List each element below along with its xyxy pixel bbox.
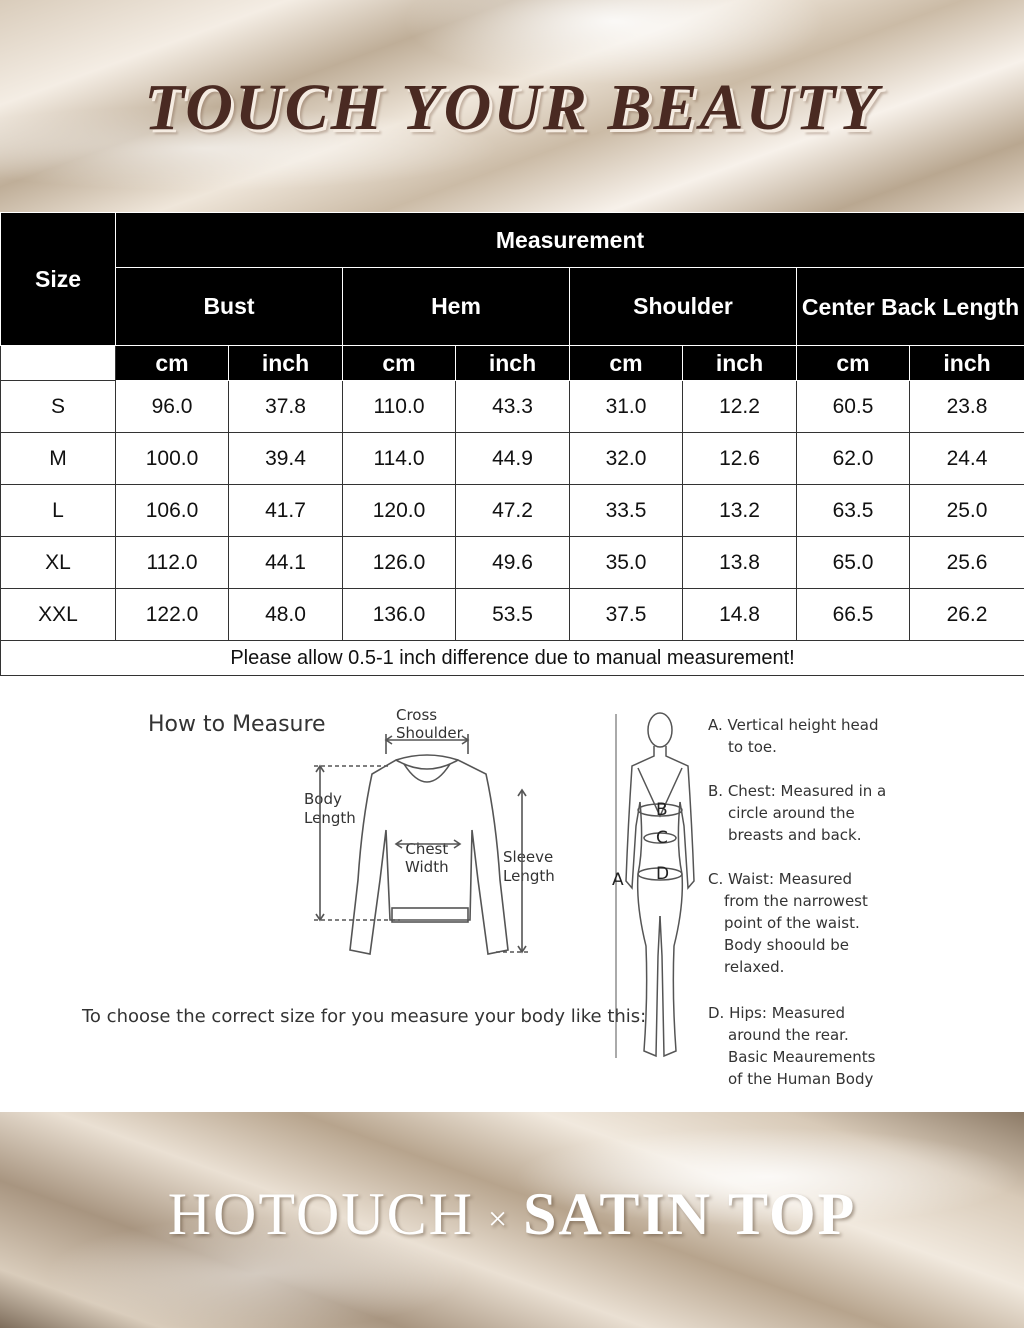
legend-line: Basic Meaurements xyxy=(728,1048,876,1066)
marker-c: C xyxy=(656,828,668,848)
group-header-center-back-length: Center Back Length xyxy=(797,268,1024,346)
headline: TOUCH YOUR BEAUTY xyxy=(144,71,880,144)
table-cell: 136.0 xyxy=(343,589,456,641)
legend-line: B. Chest: Measured in a xyxy=(708,782,887,800)
table-cell: 37.5 xyxy=(570,589,683,641)
legend-a xyxy=(708,714,878,758)
legend-line: A. Vertical height head xyxy=(708,716,879,734)
body-figure xyxy=(610,706,710,1076)
table-row xyxy=(1,433,1024,485)
table-cell: 49.6 xyxy=(456,537,570,589)
table-cell: 39.4 xyxy=(229,433,343,485)
table-cell: 25.0 xyxy=(910,485,1024,537)
table-cell: 122.0 xyxy=(116,589,229,641)
table-cell: 126.0 xyxy=(343,537,456,589)
measure-instruction: To choose the correct size for you measure your body like this: xyxy=(82,1006,647,1027)
table-cell: 13.2 xyxy=(683,485,797,537)
table-cell: 12.6 xyxy=(683,433,797,485)
table-row xyxy=(1,589,1024,641)
unit-header: inch xyxy=(456,346,570,381)
table-cell: 37.8 xyxy=(229,381,343,433)
table-cell: 25.6 xyxy=(910,537,1024,589)
brand-name: HOTOUCH xyxy=(167,1181,474,1247)
legend-c xyxy=(708,868,868,978)
label-line: Width xyxy=(405,858,449,876)
legend-line: of the Human Body xyxy=(728,1070,874,1088)
note-row xyxy=(1,641,1024,676)
marker-a: A xyxy=(612,870,624,890)
table-row xyxy=(1,381,1024,433)
label-line: Sleeve xyxy=(503,848,554,866)
unit-header: inch xyxy=(910,346,1024,381)
size-cell: XL xyxy=(1,537,116,589)
legend-line: Body shoould be xyxy=(724,936,850,954)
table-cell: 53.5 xyxy=(456,589,570,641)
legend-line: breasts and back. xyxy=(728,826,862,844)
size-cell: S xyxy=(1,381,116,433)
table-cell: 106.0 xyxy=(116,485,229,537)
sweater-sketch xyxy=(300,730,540,970)
legend-line: from the narrowest xyxy=(724,892,868,910)
how-to-measure-title: How to Measure xyxy=(148,712,326,737)
table-cell: 65.0 xyxy=(797,537,910,589)
label-line: Length xyxy=(304,809,356,827)
table-row xyxy=(1,485,1024,537)
legend-line: C. Waist: Measured xyxy=(708,870,853,888)
table-cell: 43.3 xyxy=(456,381,570,433)
product-name: SATIN TOP xyxy=(523,1181,857,1247)
legend-line: point of the waist. xyxy=(724,914,860,932)
footer-title xyxy=(0,1180,1024,1249)
size-chart-table xyxy=(0,212,1024,676)
group-header-hem: Hem xyxy=(343,268,570,346)
table-row xyxy=(1,537,1024,589)
label-line: Length xyxy=(503,867,555,885)
size-cell: XXL xyxy=(1,589,116,641)
legend-d xyxy=(708,1002,875,1090)
table-cell: 13.8 xyxy=(683,537,797,589)
size-cell: M xyxy=(1,433,116,485)
unit-header: cm xyxy=(797,346,910,381)
table-cell: 41.7 xyxy=(229,485,343,537)
size-header: Size xyxy=(1,213,116,346)
table-cell: 112.0 xyxy=(116,537,229,589)
table-cell: 66.5 xyxy=(797,589,910,641)
table-cell: 114.0 xyxy=(343,433,456,485)
table-cell: 35.0 xyxy=(570,537,683,589)
measurement-header: Measurement xyxy=(116,213,1024,268)
marker-d: D xyxy=(656,864,670,884)
table-cell: 12.2 xyxy=(683,381,797,433)
satin-banner-bottom xyxy=(0,1112,1024,1328)
group-header-bust: Bust xyxy=(116,268,343,346)
table-cell: 63.5 xyxy=(797,485,910,537)
table-cell: 33.5 xyxy=(570,485,683,537)
table-cell: 14.8 xyxy=(683,589,797,641)
table-cell: 96.0 xyxy=(116,381,229,433)
size-cell: L xyxy=(1,485,116,537)
legend-line: around the rear. xyxy=(728,1026,849,1044)
label-line: Body xyxy=(304,790,342,808)
table-cell: 44.9 xyxy=(456,433,570,485)
group-header-shoulder: Shoulder xyxy=(570,268,797,346)
table-cell: 62.0 xyxy=(797,433,910,485)
legend-line: D. Hips: Measured xyxy=(708,1004,845,1022)
unit-header-row xyxy=(1,346,1024,381)
legend-line: relaxed. xyxy=(724,958,785,976)
table-cell: 44.1 xyxy=(229,537,343,589)
marker-b: B xyxy=(656,800,668,820)
legend-line: to toe. xyxy=(728,738,777,756)
unit-header: cm xyxy=(343,346,456,381)
table-cell: 110.0 xyxy=(343,381,456,433)
legend-b xyxy=(708,780,886,846)
unit-header: cm xyxy=(116,346,229,381)
table-cell: 31.0 xyxy=(570,381,683,433)
satin-banner-top xyxy=(0,0,1024,212)
table-cell: 24.4 xyxy=(910,433,1024,485)
label-line: Shoulder xyxy=(396,724,463,742)
label-line: Chest xyxy=(405,840,449,858)
unit-header: inch xyxy=(683,346,797,381)
label-line: Cross xyxy=(396,706,438,724)
unit-header: inch xyxy=(229,346,343,381)
times-symbol: × xyxy=(487,1201,510,1239)
table-cell: 23.8 xyxy=(910,381,1024,433)
table-cell: 26.2 xyxy=(910,589,1024,641)
table-cell: 48.0 xyxy=(229,589,343,641)
table-cell: 120.0 xyxy=(343,485,456,537)
table-cell: 100.0 xyxy=(116,433,229,485)
legend-line: circle around the xyxy=(728,804,855,822)
table-cell: 60.5 xyxy=(797,381,910,433)
measurement-note: Please allow 0.5-1 inch difference due to manual measurement! xyxy=(1,641,1024,676)
table-cell: 47.2 xyxy=(456,485,570,537)
table-cell: 32.0 xyxy=(570,433,683,485)
how-to-measure-diagram xyxy=(0,690,1024,1100)
unit-header: cm xyxy=(570,346,683,381)
